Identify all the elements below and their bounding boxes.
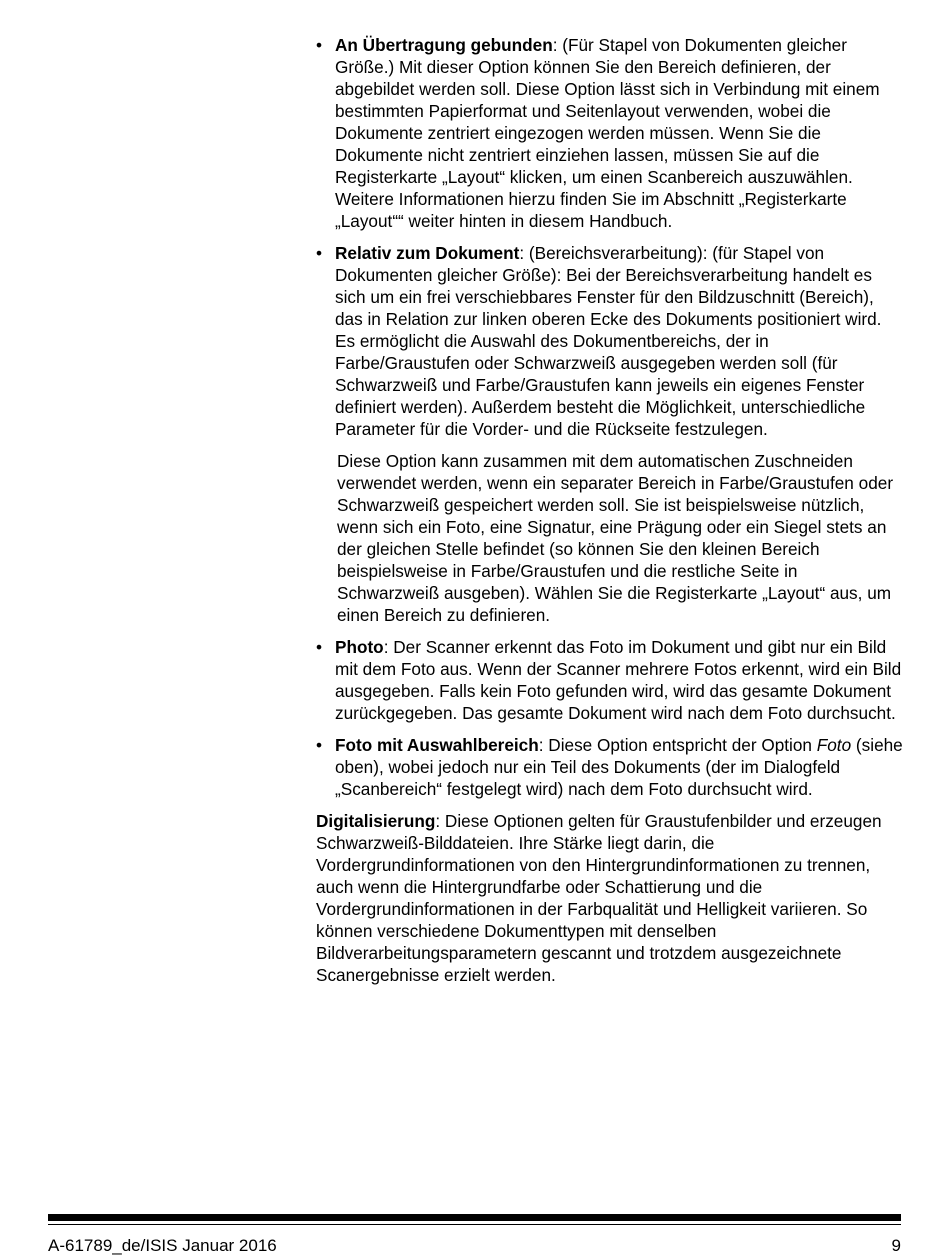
bullet-marker: • [316,243,323,263]
list-item-uebertragung [316,34,904,232]
page-number: 9 [891,1236,901,1255]
term-label: Digitalisierung [316,811,436,831]
document-body [316,34,904,986]
list-item-photo [316,636,904,724]
term-description-cont: (siehe oben), wobei jedoch nur ein Teil des Dokuments (der im Dialogfeld „Scanbereich“ festgelegt wird) nach dem Foto durchsucht wird. [335,735,903,799]
continuation-paragraph: Diese Option kann zusammen mit dem automatischen Zuschneiden verwendet werden, wenn ein separater Bereich in Farbe/Graustufen oder Schwarzweiß gespeichert werden soll. Sie ist beispielsweise nützlich, wenn sich ein Foto, eine Signatur, eine Prägung oder ein Siegel stets an der gleichen Stelle befindet (so können Sie den kleinen Bereich beispielsweise in Farbe/Graustufen und die restliche Seite in Schwarzweiß ausgeben). Wählen Sie die Registerkarte „Layout“ aus, um einen Bereich zu definieren. [337,451,894,625]
term-label: An Übertragung gebunden [335,35,553,55]
bullet-marker: • [316,637,323,657]
term-description: : (Für Stapel von Dokumenten gleicher Größe.) Mit dieser Option können Sie den Bereich definieren, der abgebildet werden soll. Diese Option lässt sich in Verbindung mit einem bestimmten Papierformat und Seitenlayout verwenden, wobei die Dokumente zentriert eingezogen werden müssen. Wenn Sie die Dokumente nicht zentriert einziehen lassen, müssen Sie auf die Registerkarte „Layout“ klicken, um einen Scanbereich auszuwählen. Weitere Informationen hierzu finden Sie im Abschnitt „Registerkarte „Layout““ weiter hinten in diesem Handbuch. [335,35,880,231]
bullet-marker: • [316,735,323,755]
term-description: : (Bereichsverarbeitung): (für Stapel von Dokumenten gleicher Größe): Bei der Bereichsverarbeitung handelt es sich um ein frei verschiebbares Fenster für den Bildzuschnitt (Bereich), das in Relation zur linken oberen Ecke des Dokuments positioniert wird. Es ermöglicht die Auswahl des Dokumentbereichs, der in Farbe/Graustufen oder Schwarzweiß ausgegeben werden soll (für Schwarzweiß und Farbe/Graustufen kann jeweils ein eigenes Fenster definiert werden). Außerdem besteht die Möglichkeit, unterschiedliche Parameter für die Vorder- und die Rückseite festzulegen. [335,243,882,439]
list-item-relativ-zum-dokument [316,242,904,440]
term-description: : Diese Option entspricht der Option [538,735,817,755]
footer-rule-thick [48,1214,901,1221]
term-description: : Diese Optionen gelten für Graustufenbilder und erzeugen Schwarzweiß-Bilddateien. Ihre Stärke liegt darin, die Vordergrundinformationen von den Hintergrundinformationen zu trennen, auch wenn die Hintergrundfarbe oder Schattierung und die Vordergrundinformationen in der Farbqualität und Helligkeit variieren. So können verschiedene Dokumenttypen mit denselben Bildverarbeitungsparametern gescannt und trotzdem ausgezeichnete Scanergebnisse erzielt werden. [316,811,882,985]
term-reference-italic: Foto [816,735,852,755]
term-label: Foto mit Auswahlbereich [335,735,539,755]
term-description: : Der Scanner erkennt das Foto im Dokument und gibt nur ein Bild mit dem Foto aus. Wenn der Scanner mehrere Fotos erkennt, wird ein Bild ausgegeben. Falls kein Foto gefunden wird, wird das gesamte Dokument zurückgegeben. Das gesamte Dokument wird nach dem Foto durchsucht. [335,637,902,723]
footer-rule-thin [48,1224,901,1225]
footer-doc-id: A-61789_de/ISIS Januar 2016 [48,1236,277,1255]
paragraph-digitalisierung [316,810,904,986]
term-label: Relativ zum Dokument [335,243,520,263]
list-item-foto-mit-auswahlbereich [316,734,904,800]
term-label: Photo [335,637,384,657]
bullet-marker: • [316,35,323,55]
